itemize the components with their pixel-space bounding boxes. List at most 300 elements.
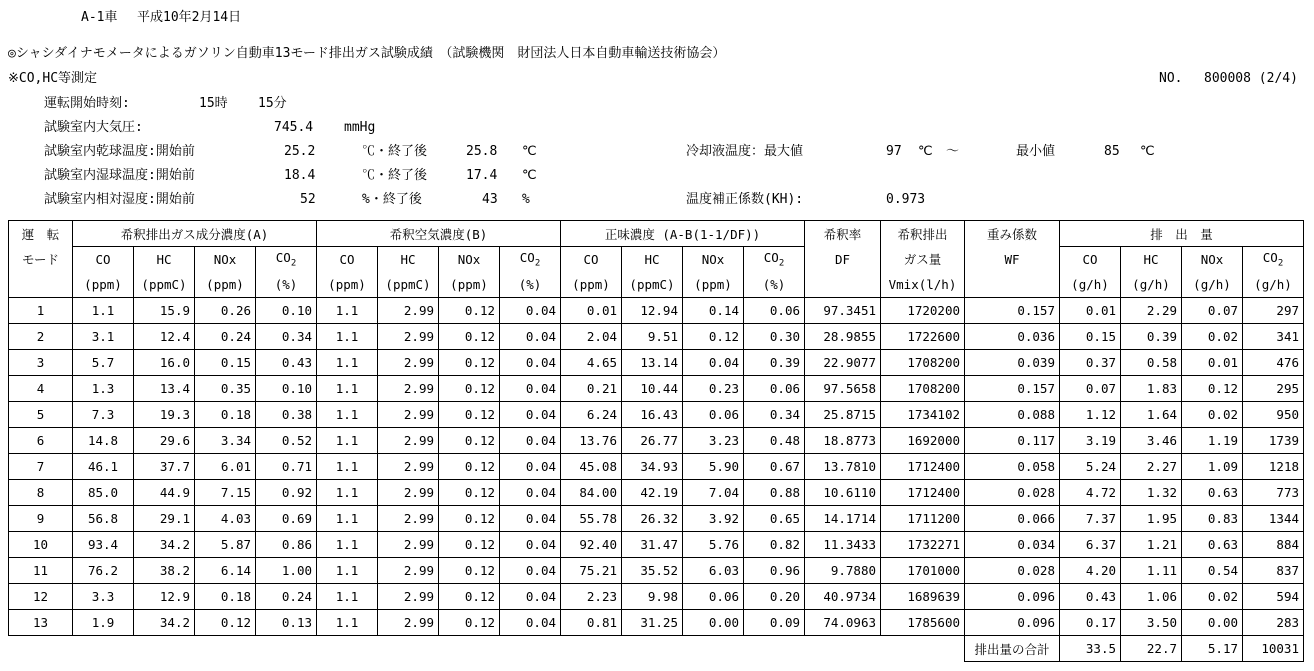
mode-header: 運 転	[9, 221, 73, 247]
value-cell: 34.2	[134, 610, 195, 636]
value-cell: 1.1	[317, 506, 378, 532]
value-cell: 4.20	[1060, 558, 1121, 584]
value-cell: 97.5658	[805, 376, 881, 402]
value-cell: 31.25	[622, 610, 683, 636]
value-cell: 283	[1243, 610, 1304, 636]
value-cell: 45.08	[561, 454, 622, 480]
value-cell: 884	[1243, 532, 1304, 558]
value-cell: 34.2	[134, 532, 195, 558]
totals-spacer	[9, 636, 965, 662]
value-cell: 2.99	[378, 558, 439, 584]
value-cell: 7.04	[683, 480, 744, 506]
value-cell: 1711200	[881, 506, 965, 532]
start-time-label: 運転開始時刻:	[44, 96, 130, 111]
value-cell: 773	[1243, 480, 1304, 506]
value-cell: 74.0963	[805, 610, 881, 636]
value-cell: 0.04	[500, 298, 561, 324]
value-cell: 0.04	[500, 532, 561, 558]
value-cell: 1.1	[317, 324, 378, 350]
group-a-header: 希釈排出ガス成分濃度(A)	[73, 221, 317, 247]
kh-label: 温度補正係数(KH):	[686, 192, 804, 207]
mode-number-cell: 10	[9, 532, 73, 558]
wf-header-3	[965, 272, 1060, 298]
table-row	[9, 532, 1304, 558]
dry-bulb-label: 試験室内乾球温度:開始前	[44, 144, 195, 159]
value-cell: 93.4	[73, 532, 134, 558]
table-row	[9, 298, 1304, 324]
co2-subscript: 2	[534, 258, 541, 269]
mode-number-cell: 4	[9, 376, 73, 402]
table-row	[9, 454, 1304, 480]
value-cell: 1734102	[881, 402, 965, 428]
kh-value: 0.973	[886, 192, 926, 207]
value-cell: 0.18	[195, 402, 256, 428]
value-cell: 9.7880	[805, 558, 881, 584]
value-cell: 0.12	[439, 480, 500, 506]
value-cell: 0.20	[744, 584, 805, 610]
value-cell: 0.04	[500, 324, 561, 350]
value-cell: 0.18	[195, 584, 256, 610]
value-cell: 0.71	[256, 454, 317, 480]
value-cell: 0.14	[683, 298, 744, 324]
value-cell: 1692000	[881, 428, 965, 454]
value-cell: 837	[1243, 558, 1304, 584]
value-cell: 0.12	[439, 350, 500, 376]
humidity-unit: %	[522, 192, 530, 207]
dry-bulb-unit: ℃	[522, 144, 537, 159]
value-cell: 0.34	[744, 402, 805, 428]
value-cell: 2.99	[378, 402, 439, 428]
value-cell: 3.46	[1121, 428, 1182, 454]
value-cell: 0.12	[439, 428, 500, 454]
value-cell: 0.02	[1182, 402, 1243, 428]
value-cell: 6.37	[1060, 532, 1121, 558]
value-cell: 10.44	[622, 376, 683, 402]
value-cell: 0.24	[195, 324, 256, 350]
value-cell: 7.37	[1060, 506, 1121, 532]
mode-number-cell: 6	[9, 428, 73, 454]
group-net-hc-header: HC	[622, 247, 683, 273]
value-cell: 4.72	[1060, 480, 1121, 506]
value-cell: 1.1	[73, 298, 134, 324]
value-cell: 34.93	[622, 454, 683, 480]
value-cell: 0.24	[256, 584, 317, 610]
group-a-unit: (%)	[256, 272, 317, 298]
value-cell: 0.12	[439, 584, 500, 610]
group-net-unit: (ppm)	[561, 272, 622, 298]
co2-subscript: 2	[778, 258, 785, 269]
value-cell: 31.47	[622, 532, 683, 558]
value-cell: 0.96	[744, 558, 805, 584]
group-b-unit: (ppmC)	[378, 272, 439, 298]
co2-subscript: 2	[290, 258, 297, 269]
value-cell: 3.3	[73, 584, 134, 610]
value-cell: 1.9	[73, 610, 134, 636]
value-cell: 0.35	[195, 376, 256, 402]
emission-unit: (g/h)	[1121, 272, 1182, 298]
value-cell: 0.82	[744, 532, 805, 558]
value-cell: 0.02	[1182, 584, 1243, 610]
value-cell: 12.9	[134, 584, 195, 610]
pressure-label: 試験室内大気圧:	[44, 120, 143, 135]
value-cell: 0.036	[965, 324, 1060, 350]
value-cell: 2.23	[561, 584, 622, 610]
value-cell: 0.04	[500, 558, 561, 584]
value-cell: 9.98	[622, 584, 683, 610]
value-cell: 75.21	[561, 558, 622, 584]
value-cell: 13.76	[561, 428, 622, 454]
value-cell: 16.43	[622, 402, 683, 428]
value-cell: 0.12	[439, 402, 500, 428]
value-cell: 2.99	[378, 324, 439, 350]
value-cell: 6.14	[195, 558, 256, 584]
table-row	[9, 350, 1304, 376]
value-cell: 7.15	[195, 480, 256, 506]
group-net-nox-header: NOx	[683, 247, 744, 273]
value-cell: 4.03	[195, 506, 256, 532]
value-cell: 1.19	[1182, 428, 1243, 454]
value-cell: 0.12	[195, 610, 256, 636]
value-cell: 0.17	[1060, 610, 1121, 636]
value-cell: 18.8773	[805, 428, 881, 454]
group-a-unit: (ppm)	[195, 272, 256, 298]
value-cell: 0.096	[965, 584, 1060, 610]
value-cell: 0.04	[500, 376, 561, 402]
value-cell: 10.6110	[805, 480, 881, 506]
value-cell: 0.86	[256, 532, 317, 558]
value-cell: 1.00	[256, 558, 317, 584]
value-cell: 16.0	[134, 350, 195, 376]
value-cell: 56.8	[73, 506, 134, 532]
coolant-label: 冷却液温度：最大値	[686, 144, 804, 159]
value-cell: 950	[1243, 402, 1304, 428]
value-cell: 26.77	[622, 428, 683, 454]
dry-bulb-before: 25.2	[284, 144, 316, 159]
value-cell: 26.32	[622, 506, 683, 532]
group-net-unit: (ppmC)	[622, 272, 683, 298]
value-cell: 22.9077	[805, 350, 881, 376]
value-cell: 2.99	[378, 610, 439, 636]
value-cell: 1.12	[1060, 402, 1121, 428]
value-cell: 0.12	[439, 298, 500, 324]
emission-hc-header: HC	[1121, 247, 1182, 273]
value-cell: 341	[1243, 324, 1304, 350]
value-cell: 42.19	[622, 480, 683, 506]
value-cell: 0.06	[683, 402, 744, 428]
value-cell: 0.26	[195, 298, 256, 324]
group-a-co2-header	[256, 247, 317, 273]
value-cell: 0.30	[744, 324, 805, 350]
value-cell: 0.69	[256, 506, 317, 532]
emission-unit: (g/h)	[1243, 272, 1304, 298]
vmix-header-2: ガス量	[881, 247, 965, 273]
value-cell: 0.066	[965, 506, 1060, 532]
value-cell: 2.04	[561, 324, 622, 350]
value-cell: 0.12	[439, 558, 500, 584]
emission-unit: (g/h)	[1182, 272, 1243, 298]
value-cell: 1344	[1243, 506, 1304, 532]
value-cell: 476	[1243, 350, 1304, 376]
value-cell: 0.088	[965, 402, 1060, 428]
value-cell: 0.15	[1060, 324, 1121, 350]
value-cell: 76.2	[73, 558, 134, 584]
value-cell: 0.04	[500, 506, 561, 532]
value-cell: 0.07	[1182, 298, 1243, 324]
dry-bulb-mid: ℃・終了後	[362, 144, 428, 159]
value-cell: 3.92	[683, 506, 744, 532]
emission-unit: (g/h)	[1060, 272, 1121, 298]
mode-header-3	[9, 272, 73, 298]
co2-label: CO	[519, 250, 535, 266]
mode-number-cell: 3	[9, 350, 73, 376]
value-cell: 0.06	[744, 298, 805, 324]
table-row	[9, 506, 1304, 532]
group-net-co-header: CO	[561, 247, 622, 273]
value-cell: 0.06	[744, 376, 805, 402]
value-cell: 2.99	[378, 506, 439, 532]
wet-bulb-before: 18.4	[284, 168, 316, 183]
vmix-header: 希釈排出	[881, 221, 965, 247]
value-cell: 29.1	[134, 506, 195, 532]
group-a-unit: (ppmC)	[134, 272, 195, 298]
wet-bulb-unit: ℃	[522, 168, 537, 183]
coolant-min: 85	[1104, 144, 1120, 159]
value-cell: 38.2	[134, 558, 195, 584]
table-row	[9, 480, 1304, 506]
value-cell: 11.3433	[805, 532, 881, 558]
value-cell: 1732271	[881, 532, 965, 558]
emission-co2-header	[1243, 247, 1304, 273]
pressure-value: 745.4	[274, 120, 314, 135]
value-cell: 0.43	[1060, 584, 1121, 610]
wet-bulb-label: 試験室内湿球温度:開始前	[44, 168, 195, 183]
value-cell: 0.39	[744, 350, 805, 376]
value-cell: 1.1	[317, 558, 378, 584]
group-b-unit: (ppm)	[317, 272, 378, 298]
value-cell: 1.1	[317, 532, 378, 558]
value-cell: 0.157	[965, 298, 1060, 324]
value-cell: 0.39	[1121, 324, 1182, 350]
group-net-unit: (%)	[744, 272, 805, 298]
value-cell: 0.10	[256, 298, 317, 324]
value-cell: 1.1	[317, 428, 378, 454]
value-cell: 1.1	[317, 480, 378, 506]
value-cell: 1.32	[1121, 480, 1182, 506]
humidity-mid: %・終了後	[362, 192, 422, 207]
value-cell: 0.096	[965, 610, 1060, 636]
group-net-co2-header	[744, 247, 805, 273]
coolant-min-unit: ℃	[1140, 144, 1155, 159]
doc-number: 800008 (2/4)	[1204, 71, 1298, 86]
value-cell: 1708200	[881, 350, 965, 376]
dry-bulb-after: 25.8	[466, 144, 498, 159]
value-cell: 28.9855	[805, 324, 881, 350]
group-a-nox-header: NOx	[195, 247, 256, 273]
value-cell: 0.07	[1060, 376, 1121, 402]
group-b-unit: (%)	[500, 272, 561, 298]
value-cell: 1.09	[1182, 454, 1243, 480]
value-cell: 12.94	[622, 298, 683, 324]
value-cell: 0.48	[744, 428, 805, 454]
value-cell: 29.6	[134, 428, 195, 454]
value-cell: 6.24	[561, 402, 622, 428]
value-cell: 0.04	[500, 480, 561, 506]
value-cell: 6.01	[195, 454, 256, 480]
value-cell: 0.67	[744, 454, 805, 480]
value-cell: 1.1	[317, 298, 378, 324]
table-row	[9, 610, 1304, 636]
group-b-co-header: CO	[317, 247, 378, 273]
group-a-unit: (ppm)	[73, 272, 134, 298]
co2-label: CO	[1262, 250, 1278, 266]
value-cell: 0.058	[965, 454, 1060, 480]
value-cell: 1708200	[881, 376, 965, 402]
table-row	[9, 324, 1304, 350]
value-cell: 14.8	[73, 428, 134, 454]
mode-number-cell: 1	[9, 298, 73, 324]
value-cell: 0.028	[965, 480, 1060, 506]
co2-label: CO	[275, 250, 291, 266]
group-b-co2-header	[500, 247, 561, 273]
value-cell: 9.51	[622, 324, 683, 350]
document-title: ◎シャシダイナモメータによるガソリン自動車13モード排出ガス試験成績 （試験機関 財団法人日本自動車輸送技術協会）	[8, 46, 726, 61]
value-cell: 5.87	[195, 532, 256, 558]
value-cell: 0.81	[561, 610, 622, 636]
value-cell: 1739	[1243, 428, 1304, 454]
value-cell: 0.04	[683, 350, 744, 376]
dilution-header: 希釈率	[805, 221, 881, 247]
value-cell: 1.64	[1121, 402, 1182, 428]
group-a-co-header: CO	[73, 247, 134, 273]
vmix-unit: Vmix(l/h)	[881, 272, 965, 298]
value-cell: 0.04	[500, 402, 561, 428]
group-a-hc-header: HC	[134, 247, 195, 273]
total-value-cell: 22.7	[1121, 636, 1182, 662]
value-cell: 3.34	[195, 428, 256, 454]
value-cell: 1720200	[881, 298, 965, 324]
mode-header-2: モード	[9, 247, 73, 273]
mode-number-cell: 12	[9, 584, 73, 610]
value-cell: 0.04	[500, 428, 561, 454]
value-cell: 0.58	[1121, 350, 1182, 376]
value-cell: 0.10	[256, 376, 317, 402]
value-cell: 19.3	[134, 402, 195, 428]
group-net-unit: (ppm)	[683, 272, 744, 298]
coolant-max-unit: ℃	[918, 144, 933, 159]
value-cell: 3.1	[73, 324, 134, 350]
value-cell: 2.99	[378, 584, 439, 610]
value-cell: 2.99	[378, 454, 439, 480]
dilution-header-3	[805, 272, 881, 298]
value-cell: 1722600	[881, 324, 965, 350]
value-cell: 2.27	[1121, 454, 1182, 480]
emission-results-table	[8, 220, 1304, 662]
value-cell: 0.43	[256, 350, 317, 376]
totals-row	[9, 636, 1304, 662]
value-cell: 0.63	[1182, 532, 1243, 558]
value-cell: 0.04	[500, 610, 561, 636]
value-cell: 3.23	[683, 428, 744, 454]
wf-header: 重み係数	[965, 221, 1060, 247]
humidity-label: 試験室内相対湿度:開始前	[44, 192, 195, 207]
value-cell: 0.63	[1182, 480, 1243, 506]
value-cell: 0.34	[256, 324, 317, 350]
group-b-nox-header: NOx	[439, 247, 500, 273]
value-cell: 5.24	[1060, 454, 1121, 480]
value-cell: 594	[1243, 584, 1304, 610]
value-cell: 0.12	[439, 376, 500, 402]
value-cell: 2.99	[378, 428, 439, 454]
wet-bulb-mid: ℃・終了後	[362, 168, 428, 183]
value-cell: 0.12	[683, 324, 744, 350]
value-cell: 6.03	[683, 558, 744, 584]
value-cell: 2.29	[1121, 298, 1182, 324]
total-value-cell: 33.5	[1060, 636, 1121, 662]
value-cell: 85.0	[73, 480, 134, 506]
value-cell: 97.3451	[805, 298, 881, 324]
value-cell: 0.00	[683, 610, 744, 636]
value-cell: 0.12	[439, 454, 500, 480]
co2-subscript: 2	[1277, 258, 1284, 269]
start-minute: 15分	[258, 96, 287, 111]
value-cell: 0.15	[195, 350, 256, 376]
value-cell: 1218	[1243, 454, 1304, 480]
value-cell: 12.4	[134, 324, 195, 350]
value-cell: 1785600	[881, 610, 965, 636]
group-net-header: 正味濃度 (A-B(1-1/DF))	[561, 221, 805, 247]
value-cell: 0.01	[1182, 350, 1243, 376]
value-cell: 0.54	[1182, 558, 1243, 584]
value-cell: 1.1	[317, 376, 378, 402]
value-cell: 0.12	[439, 506, 500, 532]
value-cell: 40.9734	[805, 584, 881, 610]
value-cell: 0.04	[500, 454, 561, 480]
value-cell: 1.21	[1121, 532, 1182, 558]
value-cell: 0.034	[965, 532, 1060, 558]
value-cell: 0.65	[744, 506, 805, 532]
value-cell: 0.02	[1182, 324, 1243, 350]
value-cell: 25.8715	[805, 402, 881, 428]
measurement-note: ※CO,HC等測定	[8, 71, 98, 86]
value-cell: 0.12	[1182, 376, 1243, 402]
value-cell: 7.3	[73, 402, 134, 428]
value-cell: 1689639	[881, 584, 965, 610]
value-cell: 92.40	[561, 532, 622, 558]
total-value-cell: 5.17	[1182, 636, 1243, 662]
group-b-header: 希釈空気濃度(B)	[317, 221, 561, 247]
mode-number-cell: 13	[9, 610, 73, 636]
value-cell: 1712400	[881, 480, 965, 506]
wf-header-2: WF	[965, 247, 1060, 273]
value-cell: 1.06	[1121, 584, 1182, 610]
test-date: 平成10年2月14日	[137, 10, 242, 25]
wet-bulb-after: 17.4	[466, 168, 498, 183]
value-cell: 1.3	[73, 376, 134, 402]
mode-number-cell: 11	[9, 558, 73, 584]
value-cell: 295	[1243, 376, 1304, 402]
value-cell: 0.23	[683, 376, 744, 402]
value-cell: 46.1	[73, 454, 134, 480]
value-cell: 0.01	[1060, 298, 1121, 324]
table-row	[9, 584, 1304, 610]
value-cell: 0.92	[256, 480, 317, 506]
value-cell: 13.14	[622, 350, 683, 376]
dilution-header-2: DF	[805, 247, 881, 273]
coolant-max: 97	[886, 144, 902, 159]
value-cell: 84.00	[561, 480, 622, 506]
value-cell: 0.38	[256, 402, 317, 428]
value-cell: 1.11	[1121, 558, 1182, 584]
